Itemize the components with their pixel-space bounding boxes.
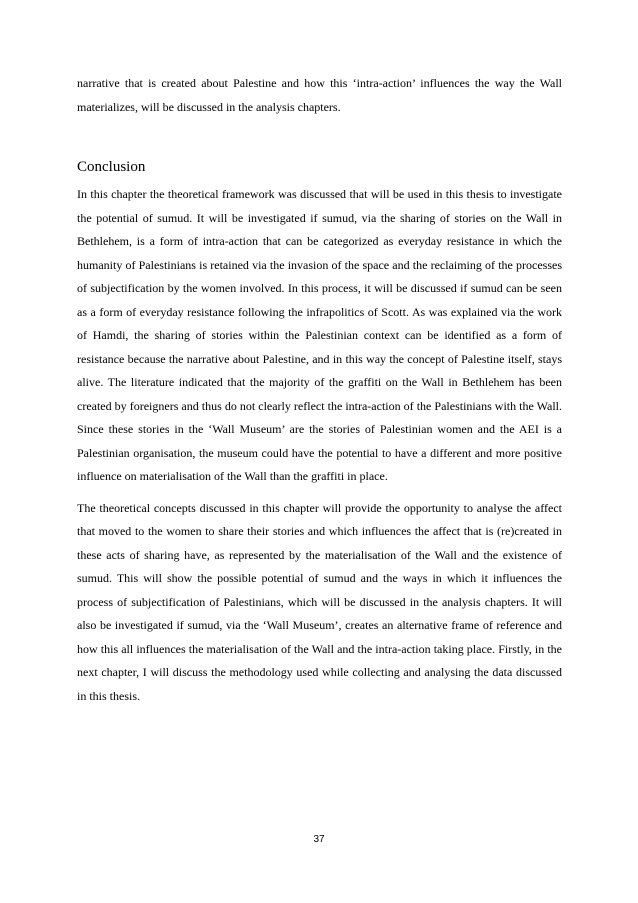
section-heading: Conclusion	[77, 159, 146, 175]
paragraph: In this chapter the theoretical framework was discussed that will be used in this thesis to investigate the potential of sumud. It will be investigated if sumud, via the sharing of stories on the Wall in Bethlehem, is a form of intra-action that can be categorized as everyday resistance in which the humanity of Palestinians is retained via the invasion of the space and the reclaiming of the processes of subjectification by the women involved. In this process, it will be discussed if sumud can be seen as a form of everyday resistance following the infrapolitics of Scott. As was explained via the work of Hamdi, the sharing of stories within the Palestinian context can be identified as a form of resistance because the narrative about Palestine, and in this way the concept of Palestine itself, stays alive. The literature indicated that the majority of the graffiti on the Wall in Bethlehem has been created by foreigners and thus do not clearly reflect the intra-action of the Palestinians with the Wall. Since these stories in the ‘Wall Museum’ are the stories of Palestinian women and the AEI is a Palestinian organisation, the museum could have the potential to have a different and more positive influence on materialisation of the Wall than the graffiti in place.	[77, 187, 562, 483]
intro-paragraph-block	[77, 72, 562, 119]
intro-paragraph: narrative that is created about Palestine and how this ‘intra-action’ influences the way the Wall materializes, will be discussed in the analysis chapters.	[77, 76, 562, 114]
paragraph: The theoretical concepts discussed in this chapter will provide the opportunity to analyse the affect that moved to the women to share their stories and which influences the affect that is (re)created in these acts of sharing have, as represented by the materialisation of the Wall and the existence of sumud. This will show the possible potential of sumud and the ways in which it influences the process of subjectification of Palestinians, which will be discussed in the analysis chapters. It will also be investigated if sumud, via the ‘Wall Museum’, creates an alternative frame of reference and how this all influences the materialisation of the Wall and the intra-action taking place. Firstly, in the next chapter, I will discuss the methodology used while collecting and analysing the data discussed in this thesis.	[77, 500, 562, 703]
section-body	[77, 183, 562, 708]
page-number: 37	[313, 834, 325, 845]
